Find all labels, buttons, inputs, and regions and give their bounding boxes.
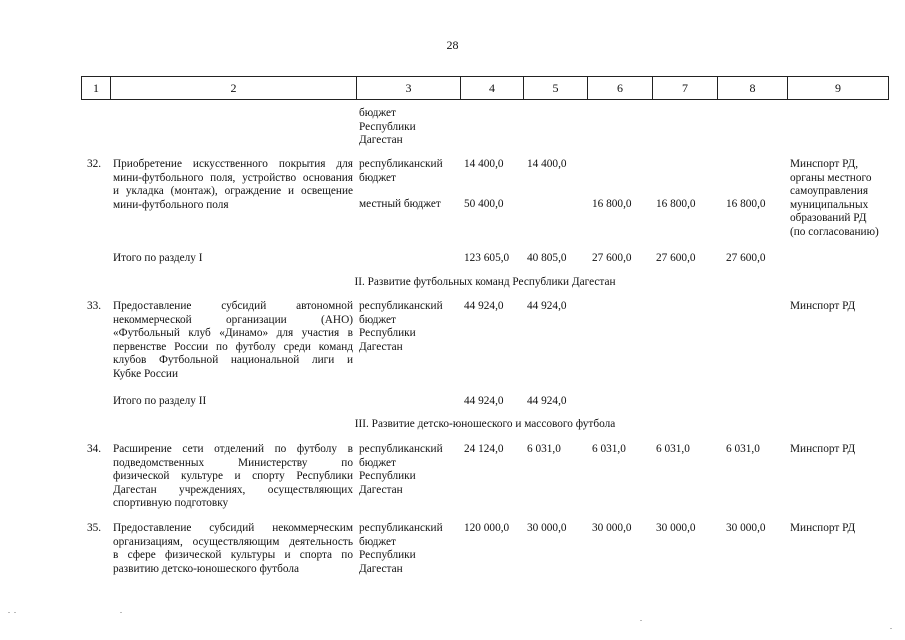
row-34-col5: 6 031,0: [527, 443, 561, 455]
row-34-col8: 6 031,0: [726, 443, 760, 455]
carry-over-source: бюджет Республики Дагестан: [359, 107, 416, 147]
total-section-1-col5: 40 805,0: [527, 252, 567, 264]
row-34-executor: Минспорт РД: [790, 443, 856, 455]
scan-speck: [14, 612, 16, 613]
total-section-1-label: Итого по разделу I: [113, 252, 203, 264]
row-35-col8: 30 000,0: [726, 522, 766, 534]
row-32-executor: Минспорт РД, органы местного самоуправления муниципальных образований РД (по согласованию): [790, 158, 879, 238]
row-32-number: 32.: [87, 158, 102, 170]
row-33-number: 33.: [87, 300, 102, 312]
row-32-name: Приобретение искусственного покрытия для мини-футбольного поля, устройство основания и укладка (монтаж), ограждение и освещение мини-футбольного поля: [113, 158, 353, 211]
row-34-col6: 6 031,0: [592, 443, 626, 455]
row-35-col6: 30 000,0: [592, 522, 632, 534]
section-2-heading: II. Развитие футбольных команд Республики Дагестан: [354, 276, 616, 288]
row-35-number: 35.: [87, 522, 102, 534]
row-32-local-col6: 16 800,0: [592, 198, 632, 210]
scan-speck: [8, 612, 10, 613]
header-col-2: 2: [230, 81, 237, 95]
row-33-col4: 44 924,0: [464, 300, 504, 312]
header-col-6: 6: [617, 81, 623, 95]
section-3-heading: III. Развитие детско-юношеского и массового футбола: [354, 418, 616, 430]
row-33-col5: 44 924,0: [527, 300, 567, 312]
total-section-1-col8: 27 600,0: [726, 252, 766, 264]
total-section-1-col6: 27 600,0: [592, 252, 632, 264]
row-34-col7: 6 031,0: [656, 443, 690, 455]
total-section-2-col4: 44 924,0: [464, 395, 504, 407]
row-32-source-local: местный бюджет: [359, 198, 441, 210]
total-section-2-label: Итого по разделу II: [113, 395, 207, 407]
row-35-col5: 30 000,0: [527, 522, 567, 534]
row-34-number: 34.: [87, 443, 102, 455]
row-35-col4: 120 000,0: [464, 522, 510, 534]
header-col-5: 5: [552, 81, 559, 95]
scan-speck: [890, 628, 892, 629]
row-32-source-republic: республиканский бюджет: [359, 158, 443, 184]
row-32-republic-col5: 14 400,0: [527, 158, 567, 170]
row-33-executor: Минспорт РД: [790, 300, 856, 312]
scan-speck: [640, 620, 642, 621]
row-33-source: республиканский бюджет Республики Дагестан: [359, 300, 443, 353]
row-33-name: Предоставление субсидий автономной некоммерческой организации (АНО) «Футбольный клуб «Динамо» для участия в первенстве России по футболу среди команд клубов Футбольной национальной лиги и Кубке России: [113, 300, 353, 380]
total-section-1-col4: 123 605,0: [464, 252, 510, 264]
row-34-name: Расширение сети отделений по футболу в подведомственных Министерству по физической культуре и спорту Республики Дагестан учреждениях, осуществляющих спортивную подготовку: [113, 443, 353, 510]
row-32-local-col4: 50 400,0: [464, 198, 504, 210]
page-number: 28: [446, 38, 459, 52]
row-34-source: республиканский бюджет Республики Дагестан: [359, 443, 443, 496]
row-32-republic-col4: 14 400,0: [464, 158, 504, 170]
header-col-3: 3: [405, 81, 412, 95]
total-section-1-col7: 27 600,0: [656, 252, 696, 264]
total-section-2-col5: 44 924,0: [527, 395, 567, 407]
row-34-col4: 24 124,0: [464, 443, 504, 455]
header-col-9: 9: [835, 81, 841, 95]
row-35-name: Предоставление субсидий некоммерческим организациям, осуществляющим деятельность в сфере физической культуры и спорта по развитию детско-юношеского футбола: [113, 522, 353, 575]
scan-speck: [120, 612, 122, 613]
header-col-8: 8: [749, 81, 756, 95]
row-35-source: республиканский бюджет Республики Дагестан: [359, 522, 443, 575]
header-col-4: 4: [489, 81, 495, 95]
header-col-7: 7: [682, 81, 688, 95]
row-35-col7: 30 000,0: [656, 522, 696, 534]
row-35-executor: Минспорт РД: [790, 522, 856, 534]
header-col-1: 1: [93, 81, 99, 95]
row-32-local-col8: 16 800,0: [726, 198, 766, 210]
row-32-local-col7: 16 800,0: [656, 198, 696, 210]
table-header: [81, 76, 889, 100]
